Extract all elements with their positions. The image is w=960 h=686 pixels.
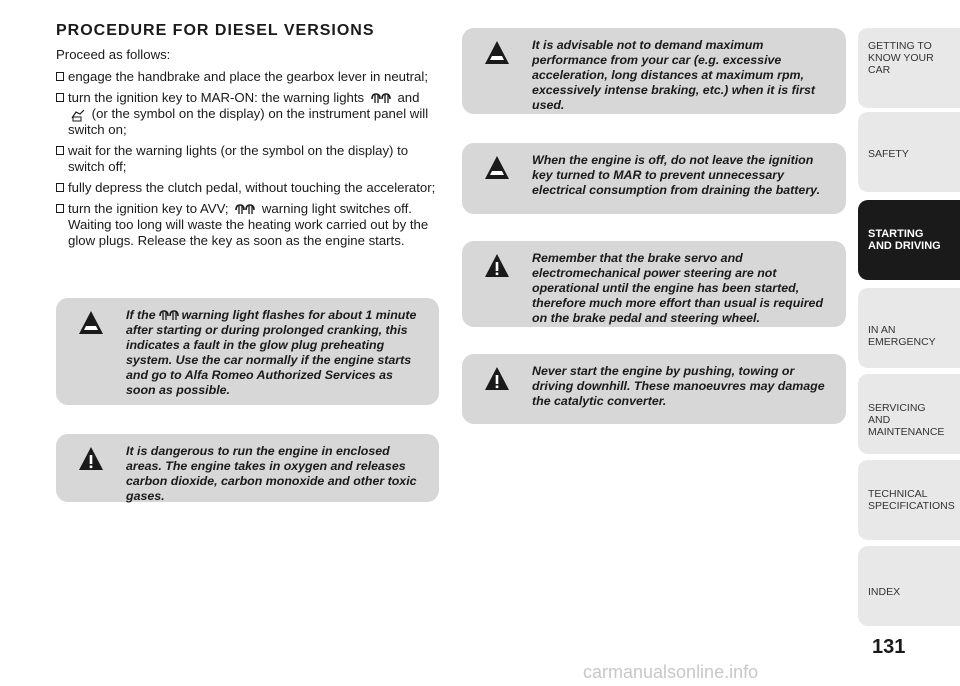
callout-glow-plug-fault: If the warning light flashes for about 1 minute after starting or during prolonged cranking, this indicates a fault in the glow plug preheating system. Use the car normally if the engine starts and go to Alfa Romeo Authorized Services as soon as possible. xyxy=(56,298,439,405)
callout-enclosed-areas: It is dangerous to run the engine in enclosed areas. The engine takes in oxygen and releases carbon dioxide, carbon monoxide and other toxic gases. xyxy=(56,434,439,502)
intro-text: Proceed as follows: xyxy=(56,47,171,62)
list-item: fully depress the clutch pedal, without touching the accelerator; xyxy=(56,180,438,196)
list-item: turn the ignition key to AVV; warning light switches off. Waiting too long will waste the heating work carried out by the glow plugs. Release the key as soon as the engine starts. xyxy=(56,201,438,249)
list-item: wait for the warning lights (or the symbol on the display) to switch off; xyxy=(56,143,438,175)
tab-safety[interactable]: SAFETY xyxy=(858,112,960,192)
tab-getting-to-know[interactable]: GETTING TO KNOW YOUR CAR xyxy=(858,28,960,108)
glow-plug-icon xyxy=(158,310,180,322)
checkbox-bullet-icon xyxy=(56,183,64,192)
tab-starting-and-driving[interactable]: STARTING AND DRIVING xyxy=(858,200,960,280)
tab-in-an-emergency[interactable]: IN AN EMERGENCY xyxy=(858,288,960,368)
callout-push-start: Never start the engine by pushing, towing or driving downhill. These manoeuvres may damage the catalytic converter. xyxy=(462,354,846,424)
warning-icon xyxy=(78,446,104,472)
checkbox-bullet-icon xyxy=(56,204,64,213)
callout-max-performance: It is advisable not to demand maximum performance from your car (e.g. excessive acceleration, long distances at maximum rpm, excessively intense braking, etc.) when it is first used. xyxy=(462,28,846,114)
warning-icon xyxy=(484,253,510,279)
list-item: engage the handbrake and place the gearbox lever in neutral; xyxy=(56,69,438,85)
callout-ignition-off: When the engine is off, do not leave the ignition key turned to MAR to prevent unnecessary electrical consumption from draining the battery. xyxy=(462,143,846,214)
warning-car-icon xyxy=(484,155,510,181)
checkbox-bullet-icon xyxy=(56,93,64,102)
tab-technical-specs[interactable]: TECHNICAL SPECIFICATIONS xyxy=(858,460,960,540)
glow-plug-icon xyxy=(370,93,392,105)
glow-plug-symbol-icon xyxy=(70,108,86,122)
warning-icon xyxy=(484,366,510,392)
tab-index[interactable]: INDEX xyxy=(858,546,960,626)
tab-servicing[interactable]: SERVICING AND MAINTENANCE xyxy=(858,374,960,454)
watermark: carmanualsonline.info xyxy=(583,662,759,682)
checkbox-bullet-icon xyxy=(56,146,64,155)
section-heading: PROCEDURE FOR DIESEL VERSIONS xyxy=(56,22,375,39)
procedure-text xyxy=(56,47,438,254)
warning-car-icon xyxy=(78,310,104,336)
warning-car-icon xyxy=(484,40,510,66)
procedure-steps xyxy=(56,69,438,249)
page-number: 131 xyxy=(872,636,906,658)
list-item: turn the ignition key to MAR-ON: the warning lights and (or the symbol on the display) on the instrument panel will switch on; xyxy=(56,90,438,138)
glow-plug-icon xyxy=(234,204,256,216)
callout-brake-servo: Remember that the brake servo and electromechanical power steering are not operational until the engine has been started, therefore much more effort than usual is required on the brake pedal and steering wheel. xyxy=(462,241,846,327)
checkbox-bullet-icon xyxy=(56,72,64,81)
